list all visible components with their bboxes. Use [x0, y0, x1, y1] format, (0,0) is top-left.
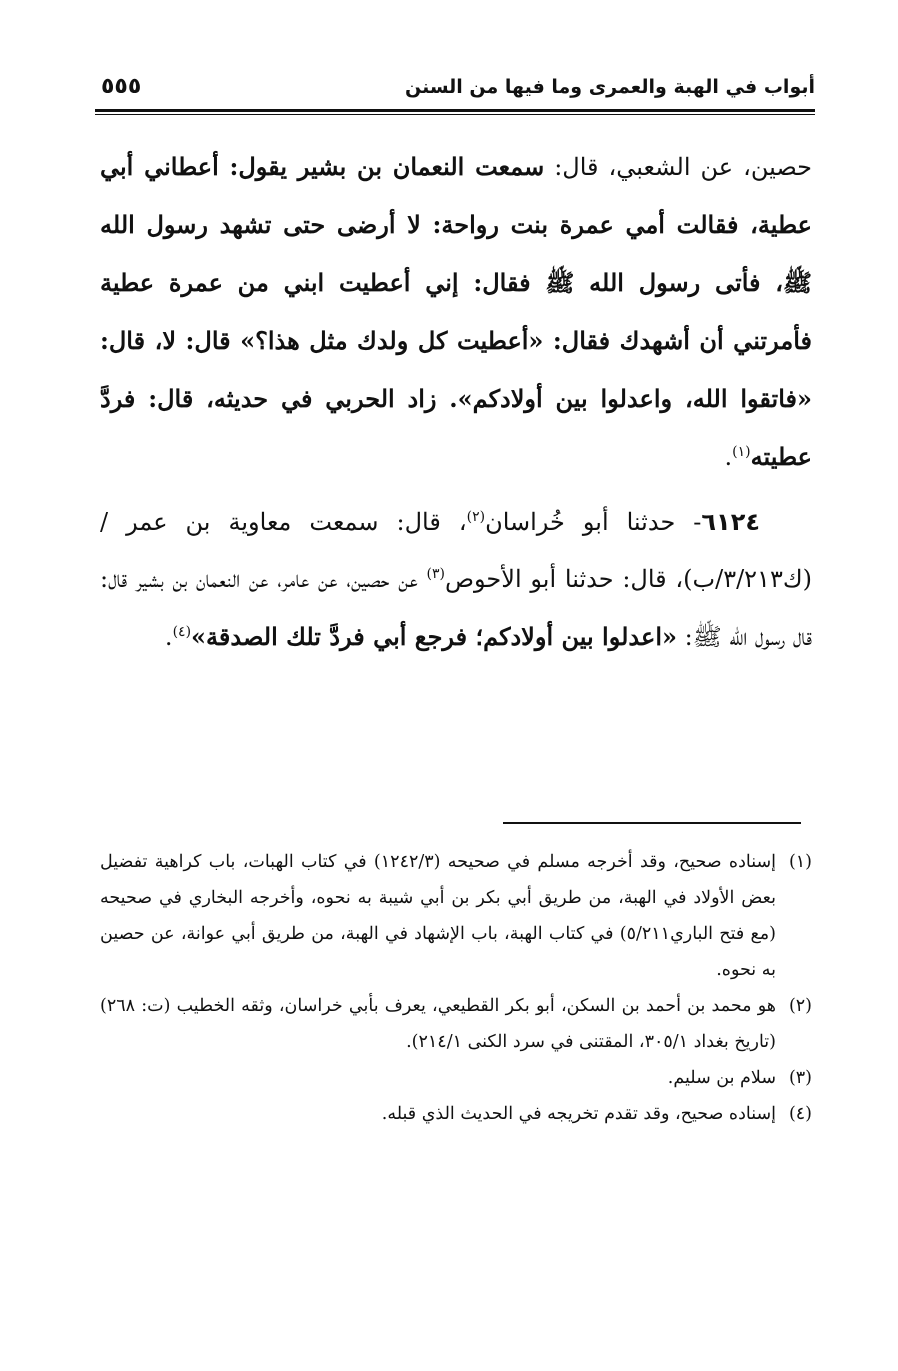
p2-end: .: [164, 623, 173, 651]
paragraph-2: [100, 494, 812, 666]
p1-narration: حصين، عن الشعبي، قال:: [544, 153, 813, 181]
footnote-2: [100, 988, 812, 1060]
p2-chain-mid: ، قال: سمعت معاوية بن عمر / (ك٣/٢١٣/ب)، قال: حدثنا أبو الأحوص: [100, 508, 812, 593]
footnote-mark: (٤): [788, 1104, 812, 1124]
header-title: أبواب في الهبة والعمرى وما فيها من السنن: [404, 76, 815, 98]
p2-chain-end: عن حصين، عن عامر، عن النعمان بن بشير قال: قال رسول الله ﷺ:: [100, 565, 812, 651]
footnote-3: [100, 1060, 812, 1096]
p2-chain-start: - حدثنا أبو خُراسان: [485, 508, 702, 536]
footnote-1: [100, 844, 812, 988]
footnote-mark: (١): [788, 852, 812, 872]
footnote-text: سلام بن سليم.: [667, 1068, 776, 1088]
p2-hadith-text: «اعدلوا بين أولادكم؛ فرجع أبي فردَّ تلك الصدقة»: [191, 622, 677, 651]
footnote-mark: (٢): [788, 996, 812, 1016]
footnote-4: [100, 1096, 812, 1132]
paragraph-1: [100, 138, 812, 486]
footnote-text: هو محمد بن أحمد بن السكن، أبو بكر القطيعي، يعرف بأبي خراسان، وثقه الخطيب (ت: ٢٦٨) (تاريخ بغداد ٣٠٥/١، المقتنى في سرد الكنى ٢١٤/١).: [100, 996, 776, 1052]
footnotes: [100, 844, 812, 1132]
footnote-ref-2: (٢): [466, 509, 486, 525]
p1-end: .: [724, 443, 733, 471]
footnote-ref-4: (٤): [172, 624, 192, 640]
running-header: [95, 72, 815, 106]
footnote-rule: [503, 822, 801, 824]
footnote-ref-3: (٣): [426, 566, 446, 582]
header-rule: [95, 109, 815, 115]
footnote-text: إسناده صحيح، وقد تقدم تخريجه في الحديث الذي قبله.: [381, 1104, 776, 1124]
p1-hadith-text: سمعت النعمان بن بشير يقول: أعطاني أبي عطية، فقالت أمي عمرة بنت رواحة: لا أرضى حتى تشهد رسول الله ﷺ، فأتى رسول الله ﷺ فقال: إني أعطيت ابني من عمرة عطية فأمرتني أن أشهدك فقال: «أعطيت كل ولدك مثل هذا؟» قال: لا، قال: «فاتقوا الله، واعدلوا بين أولادكم». زاد الحربي في حديثه، قال: فردَّ عطيته: [100, 152, 812, 471]
footnote-ref-1: (١): [732, 444, 751, 460]
footnote-text: إسناده صحيح، وقد أخرجه مسلم في صحيحه (١٢٤٢/٣) في كتاب الهبات، باب كراهية تفضيل بعض الأولاد في الهبة، من طريق أبي بكر بن أبي شيبة به نحوه، وأخرجه البخاري في صحيحه (مع فتح الباري٥/٢١١) في كتاب الهبة، باب الإشهاد في الهبة، من طريق أبي عوانة، عن حصين به نحوه.: [100, 852, 777, 980]
main-text: [100, 138, 812, 666]
hadith-number: ٦١٢٤: [701, 508, 760, 536]
page-number: ٥٥٥: [101, 74, 142, 99]
footnote-mark: (٣): [788, 1068, 812, 1088]
